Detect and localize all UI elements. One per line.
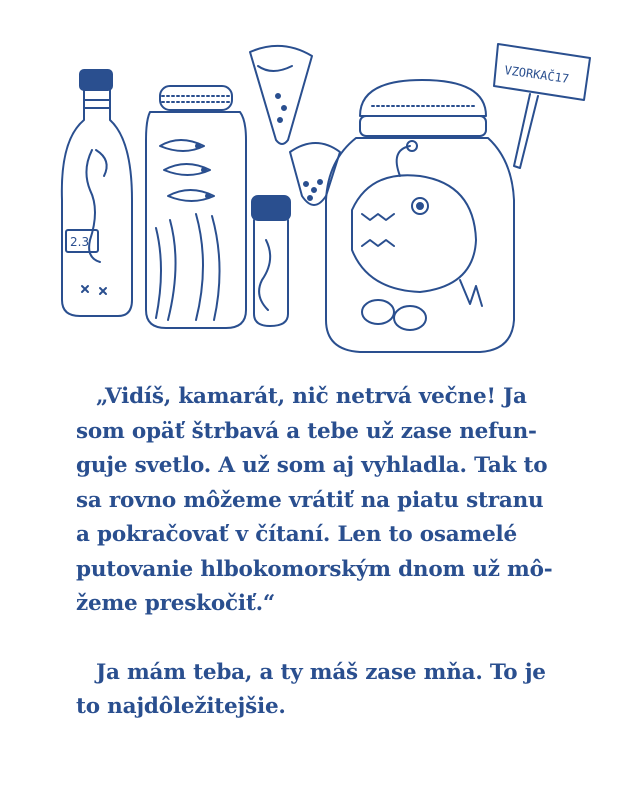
funnel-tube-icon xyxy=(250,46,312,144)
sample-sign-icon xyxy=(494,44,590,168)
text-line: som opäť štrbavá a tebe už zase nefun- xyxy=(76,418,537,444)
text-line: žeme preskočiť.“ xyxy=(76,591,276,616)
paragraph-1 xyxy=(76,380,576,622)
small-flask-icon xyxy=(290,143,340,205)
text-line: Ja mám teba, a ty máš zase mňa. To je xyxy=(96,659,546,685)
specimen-jars-illustration xyxy=(0,0,640,370)
paragraph-spacer xyxy=(76,622,576,656)
fish-jar-icon xyxy=(146,86,246,328)
text-line: a pokračovať v čítaní. Len to osamelé xyxy=(76,522,518,547)
text-line: putovanie hlbokomorským dnom už mô- xyxy=(76,556,553,582)
body-text xyxy=(76,380,576,725)
paragraph-2 xyxy=(76,656,576,725)
bottle-label: 2.3 xyxy=(70,235,90,249)
anglerfish-jar-icon xyxy=(326,80,514,352)
text-line: sa rovno môžeme vrátiť na piatu stranu xyxy=(76,487,544,513)
test-tube-icon xyxy=(252,196,290,326)
text-line: guje svetlo. A už som aj vyhladla. Tak to xyxy=(76,453,548,478)
text-line: „Vidíš, kamarát, nič netrvá večne! Ja xyxy=(96,384,527,409)
sign-label: VZORKAČ17 xyxy=(503,63,570,87)
text-line: to najdôležitejšie. xyxy=(76,694,286,719)
bottle-icon xyxy=(62,70,132,316)
